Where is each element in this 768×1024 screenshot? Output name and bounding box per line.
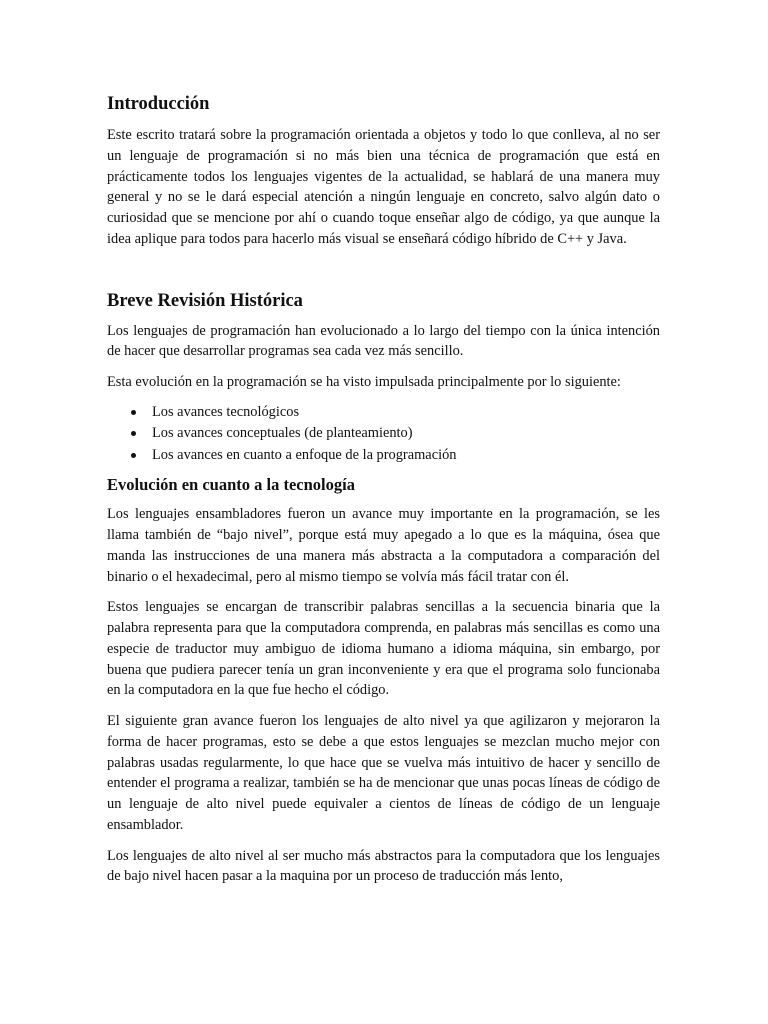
paragraph-introduccion: Este escrito tratará sobre la programación orientada a objetos y todo lo que conlleva, al no ser un lenguaje de programación si no más bien una técnica de programación que está en prácticamente todos los lenguajes vigentes de la actualidad, se hablará de una manera muy general y no se le dará especial atención a ningún lenguaje en concreto, salvo algún dato o curiosidad que se mencione por ahí o cuando toque enseñar algo de código, ya que aunque la idea aplique para todos para hacerlo más visual se enseñará código híbrido de C++ y Java. <box>107 127 660 247</box>
heading-introduccion: Introducción <box>107 94 210 114</box>
paragraph-technology-3: El siguiente gran avance fueron los lenguajes de alto nivel ya que agilizaron y mejoraron la forma de hacer programas, esto se debe a que estos lenguajes se mezclan mucho mejor con palabras usadas regularmente, lo que hace que se vuelva más intuitivo de hacer y sencillo de entender el programa a realizar, también se ha de mencionar que unas pocas líneas de código de un lenguaje de alto nivel puede equivaler a cientos de líneas de código de un lenguaje ensamblador. <box>107 713 660 833</box>
heading-evolucion-tecnologia: Evolución en cuanto a la tecnología <box>107 475 355 495</box>
bullet-item: Los avances conceptuales (de planteamiento) <box>107 423 660 445</box>
bullet-list-avances <box>107 402 660 467</box>
bullet-item: Los avances en cuanto a enfoque de la programación <box>107 445 660 467</box>
paragraph-technology-2: Estos lenguajes se encargan de transcribir palabras sencillas a la secuencia binaria que la palabra representa para que la computadora comprenda, en palabras más sencillas es como una especie de traductor muy ambiguo de idioma humano a idioma máquina, sin embargo, por buena que pudiera parecer tenía un gran inconveniente y era que el programa solo funcionaba en la computadora en la que fue hecho el código. <box>107 599 660 699</box>
paragraph-history-2: Esta evolución en la programación se ha visto impulsada principalmente por lo siguiente: <box>107 374 621 390</box>
paragraph-technology-4: Los lenguajes de alto nivel al ser mucho más abstractos para la computadora que los lenguajes de bajo nivel hacen pasar a la maquina por un proceso de traducción más lento, <box>107 847 660 885</box>
paragraph-technology-1: Los lenguajes ensambladores fueron un avance muy importante en la programación, se les llama también de “bajo nivel”, porque está muy apegado a lo que es la máquina, ósea que manda las instrucciones de una manera más abstracta a la computadora a comparación del binario o el hexadecimal, pero al mismo tiempo se volvía más fácil tratar con él. <box>107 506 660 585</box>
paragraph-history-1: Los lenguajes de programación han evolucionado a lo largo del tiempo con la única intención de hacer que desarrollar programas sea cada vez más sencillo. <box>107 322 660 360</box>
bullet-item: Los avances tecnológicos <box>107 402 660 424</box>
heading-breve-revision-historica: Breve Revisión Histórica <box>107 290 303 311</box>
document-page <box>107 92 660 887</box>
